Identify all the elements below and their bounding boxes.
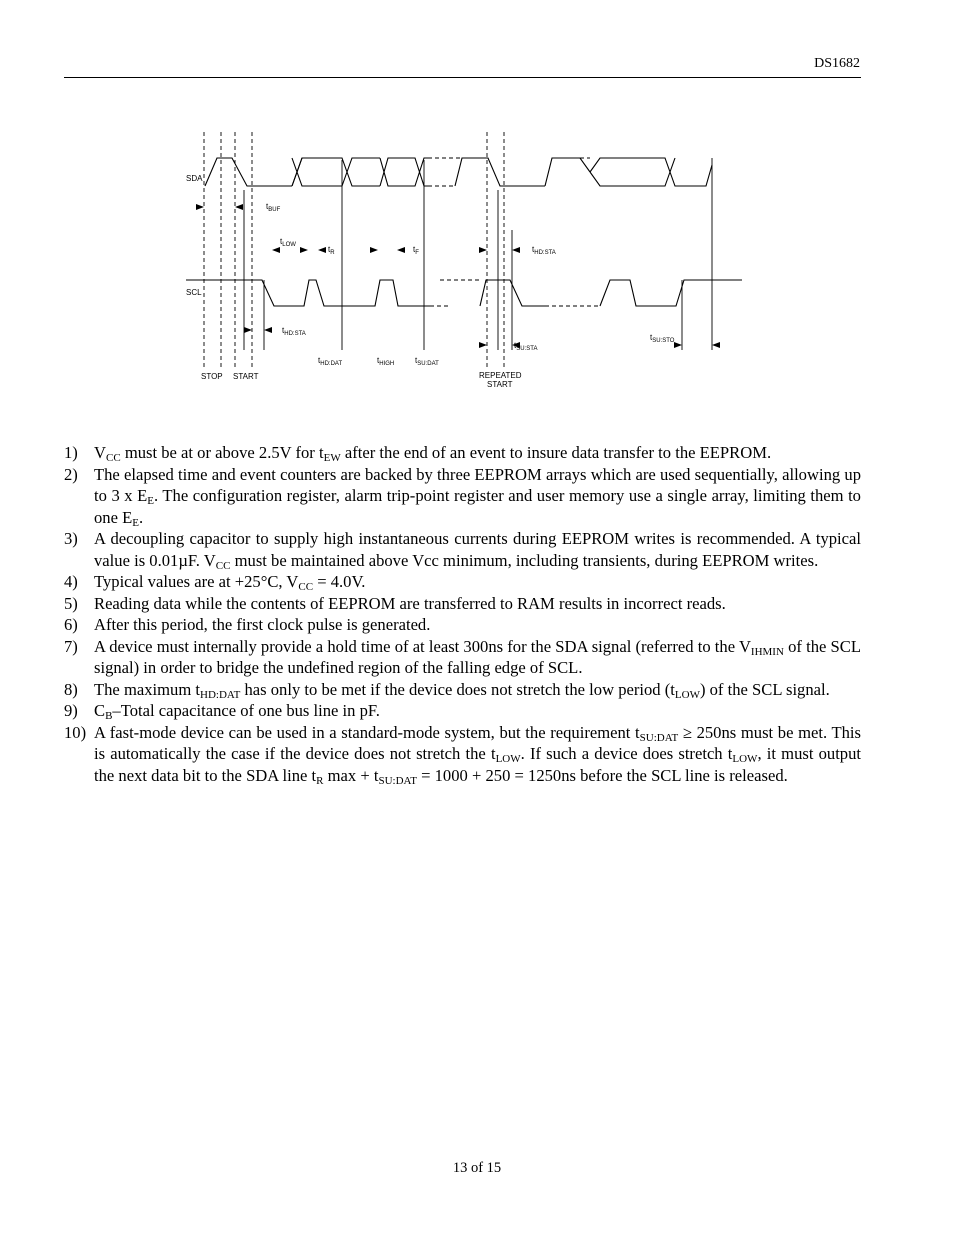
- note-number: 2): [64, 464, 78, 484]
- note-subscript: CC: [105, 452, 121, 464]
- note-text-run: has only to be met if the device does not stretch the low period (t: [240, 679, 675, 699]
- note-subscript: B: [105, 710, 113, 722]
- note-subscript: R: [316, 774, 324, 787]
- note-number: 3): [64, 529, 78, 548]
- note-text-run: ) of the SCL signal.: [699, 679, 830, 699]
- note-text-run: must be at or above 2.5V for t: [120, 443, 324, 462]
- t-hd-sta-top-label: $t_{HD:STA}$: [532, 245, 556, 256]
- note-text: [94, 465, 861, 527]
- note-item: [64, 679, 861, 701]
- note-text-run: V: [94, 443, 106, 462]
- sda-waveform: [205, 158, 712, 186]
- note-text-run: A device must internally provide a hold time of at least 300ns for the SDA signal (referred to the V: [94, 636, 751, 656]
- note-text-run: –Total capacitance of one bus line in pF.: [112, 701, 380, 720]
- t-high-label: $t_{HIGH}$: [377, 356, 395, 367]
- note-text-run: A fast-mode device can be used in a standard-mode system, but the requirement t: [94, 722, 640, 742]
- note-text: [94, 637, 861, 678]
- note-item: [64, 636, 861, 679]
- note-text: [94, 572, 365, 591]
- document-id: DS1682: [814, 56, 860, 71]
- note-text-run: max + t: [323, 765, 379, 785]
- scl-waveform: [186, 280, 742, 306]
- stop-label: STOP: [201, 372, 223, 381]
- t-buf-label: $t_{BUF}$: [266, 202, 281, 213]
- repeated-start-label-line1: REPEATED: [479, 371, 522, 380]
- note-text: [94, 594, 726, 613]
- note-subscript: CC: [298, 581, 314, 593]
- note-text-run: C: [94, 701, 106, 720]
- note-number: 5): [64, 593, 78, 613]
- sda-label: SDA: [186, 174, 203, 183]
- note-text-run: The maximum t: [94, 679, 200, 699]
- note-subscript: LOW: [495, 753, 521, 765]
- t-su-dat-label: $t_{SU:DAT}$: [415, 356, 439, 367]
- note-text-run: must be maintained above Vcc minimum, including transients, during EEPROM writes.: [230, 550, 819, 570]
- t-su-sto-label: $t_{SU:STO}$: [650, 333, 675, 344]
- reference-lines: [244, 158, 712, 350]
- t-hd-sta-label: $t_{HD:STA}$: [282, 326, 306, 337]
- t-su-sta-label: $t_{SU:STA}$: [514, 341, 538, 352]
- t-low-label: $t_{LOW}$: [280, 237, 296, 248]
- note-subscript: E: [147, 495, 154, 507]
- notes-list: [64, 442, 861, 786]
- note-text-run: = 4.0V.: [313, 572, 366, 591]
- note-subscript: LOW: [732, 753, 758, 765]
- note-text-run: Typical values are at +25°C, V: [94, 572, 299, 591]
- t-hd-dat-label: $t_{HD:DAT}$: [318, 356, 343, 367]
- note-text: [94, 723, 861, 785]
- note-number: 7): [64, 636, 78, 656]
- page-number: 13 of 15: [452, 1160, 502, 1176]
- note-item: [64, 700, 861, 722]
- note-number: 4): [64, 572, 78, 591]
- repeated-start-label-line2: START: [487, 380, 513, 389]
- note-text-run: After this period, the first clock pulse is generated.: [94, 615, 431, 634]
- t-f-label: $t_F$: [413, 245, 419, 256]
- note-item: [64, 571, 861, 593]
- note-subscript: SU:DAT: [378, 774, 417, 787]
- note-text-run: The elapsed time and event counters are backed by three EEPROM arrays which are used sequentially, allowing up to 3 x E: [94, 464, 861, 505]
- note-text-run: , it must output the next data bit to the SDA line t: [94, 744, 862, 785]
- note-text-run: . If such a device does stretch t: [520, 744, 733, 763]
- dashed-guides: [204, 132, 504, 368]
- note-text: [94, 443, 771, 462]
- timing-arrows: [196, 204, 720, 348]
- note-text: [94, 615, 430, 634]
- note-item: [64, 722, 861, 787]
- note-text: [94, 529, 861, 570]
- note-text: [94, 680, 830, 699]
- note-text-run: Reading data while the contents of EEPROM are transferred to RAM results in incorrect reads.: [94, 593, 726, 613]
- note-text-run: . The configuration register, alarm trip-point register and user memory use a single array, limiting them to one E: [94, 486, 861, 527]
- note-subscript: E: [132, 516, 139, 529]
- note-subscript: EW: [323, 452, 341, 464]
- note-text: [94, 701, 380, 720]
- note-number: 1): [64, 443, 78, 462]
- note-subscript: LOW: [674, 688, 700, 701]
- note-subscript: HD:DAT: [200, 688, 241, 701]
- note-subscript: IHMIN: [750, 645, 784, 658]
- note-item: [64, 614, 861, 636]
- note-text-run: = 1000 + 250 = 1250ns before the SCL line is released.: [416, 765, 788, 785]
- note-text-run: A decoupling capacitor to supply high instantaneous currents during EEPROM writes is recommended. A typical value is 0.01µF. V: [94, 529, 861, 570]
- note-number: 9): [64, 701, 78, 720]
- i2c-timing-diagram: [0, 0, 954, 420]
- t-r-label: $t_R$: [328, 245, 335, 256]
- note-item: [64, 528, 861, 571]
- note-text-run: ≥ 250ns must be met. This is automatically the case if the device does not stretch the t: [94, 722, 861, 763]
- note-text-run: .: [138, 507, 144, 527]
- start-label: START: [233, 372, 259, 381]
- note-subscript: CC: [215, 559, 231, 572]
- note-subscript: SU:DAT: [639, 731, 679, 744]
- note-number: 6): [64, 615, 78, 634]
- note-number: 10): [64, 722, 87, 742]
- note-item: [64, 442, 861, 464]
- note-text-run: after the end of an event to insure data transfer to the EEPROM.: [340, 443, 772, 462]
- note-item: [64, 593, 861, 615]
- note-text-run: of the SCL signal) in order to bridge the undefined region of the falling edge of SCL.: [94, 636, 861, 677]
- note-item: [64, 464, 861, 529]
- scl-label: SCL: [186, 288, 202, 297]
- note-number: 8): [64, 679, 78, 699]
